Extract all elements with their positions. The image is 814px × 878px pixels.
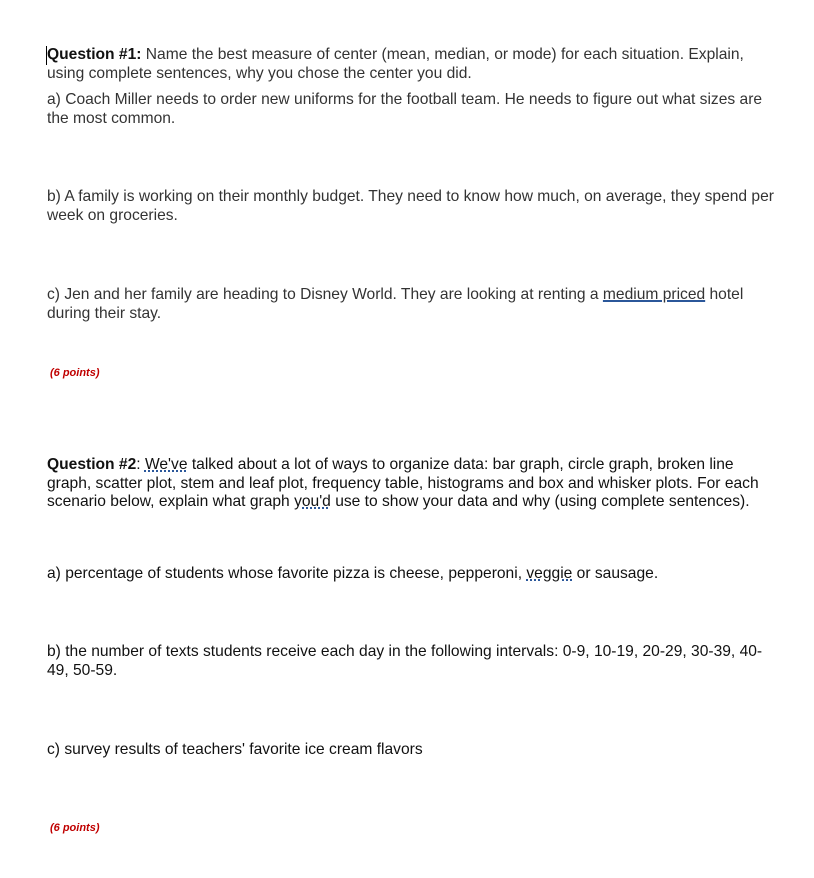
question2-part-a[interactable]	[47, 565, 777, 584]
question1-prompt[interactable]	[47, 46, 777, 83]
spelling-flagged-word[interactable]: We've	[144, 456, 188, 473]
question2-text: :	[136, 456, 145, 473]
question2-a-text: a) percentage of students whose favorite pizza is cheese, pepperoni,	[47, 565, 527, 582]
question1-part-c[interactable]	[47, 286, 777, 323]
question2-text: use to show your data and why (using complete sentences).	[330, 493, 750, 511]
spelling-flagged-word[interactable]: veggie	[526, 565, 573, 582]
question2-part-b[interactable]: b) the number of texts students receive each day in the following intervals: 0-9, 10-19, 20-29, 30-39, 40-49, 50-59.	[47, 643, 763, 679]
question1-text: Name the best measure of center (mean, median, or mode) for each situation. Explain, using complete sentences, why you chose the center you did.	[47, 46, 744, 82]
question1-points: (6 points)	[50, 367, 100, 379]
question2-text: talked about a lot of ways to organize data: bar graph, circle graph, broken line graph, scatter plot, stem and leaf plot, frequency table, histograms and box and whisker plots. For each scenario below, explain what graph	[47, 456, 759, 511]
spelling-flagged-word[interactable]: you'd	[294, 493, 331, 511]
question1-c-text: c) Jen and her family are heading to Disney World. They are looking at renting a	[47, 286, 603, 303]
question1-part-a[interactable]: a) Coach Miller needs to order new uniforms for the football team. He needs to figure out what sizes are the most common.	[47, 91, 763, 127]
question1-part-b[interactable]: b) A family is working on their monthly budget. They need to know how much, on average, they spend per week on groceries.	[47, 188, 774, 224]
grammar-flagged-text[interactable]: medium priced	[602, 286, 706, 303]
question2-points: (6 points)	[50, 822, 100, 834]
question1-label: Question #1:	[47, 46, 142, 63]
question2-label: Question #2	[47, 456, 137, 473]
question1-c-text-end: hotel during their stay.	[47, 286, 744, 322]
question2-prompt[interactable]	[47, 456, 777, 512]
question2-part-c[interactable]: c) survey results of teachers' favorite ice cream flavors	[47, 741, 423, 758]
question2-a-text-end: or sausage.	[572, 565, 659, 582]
